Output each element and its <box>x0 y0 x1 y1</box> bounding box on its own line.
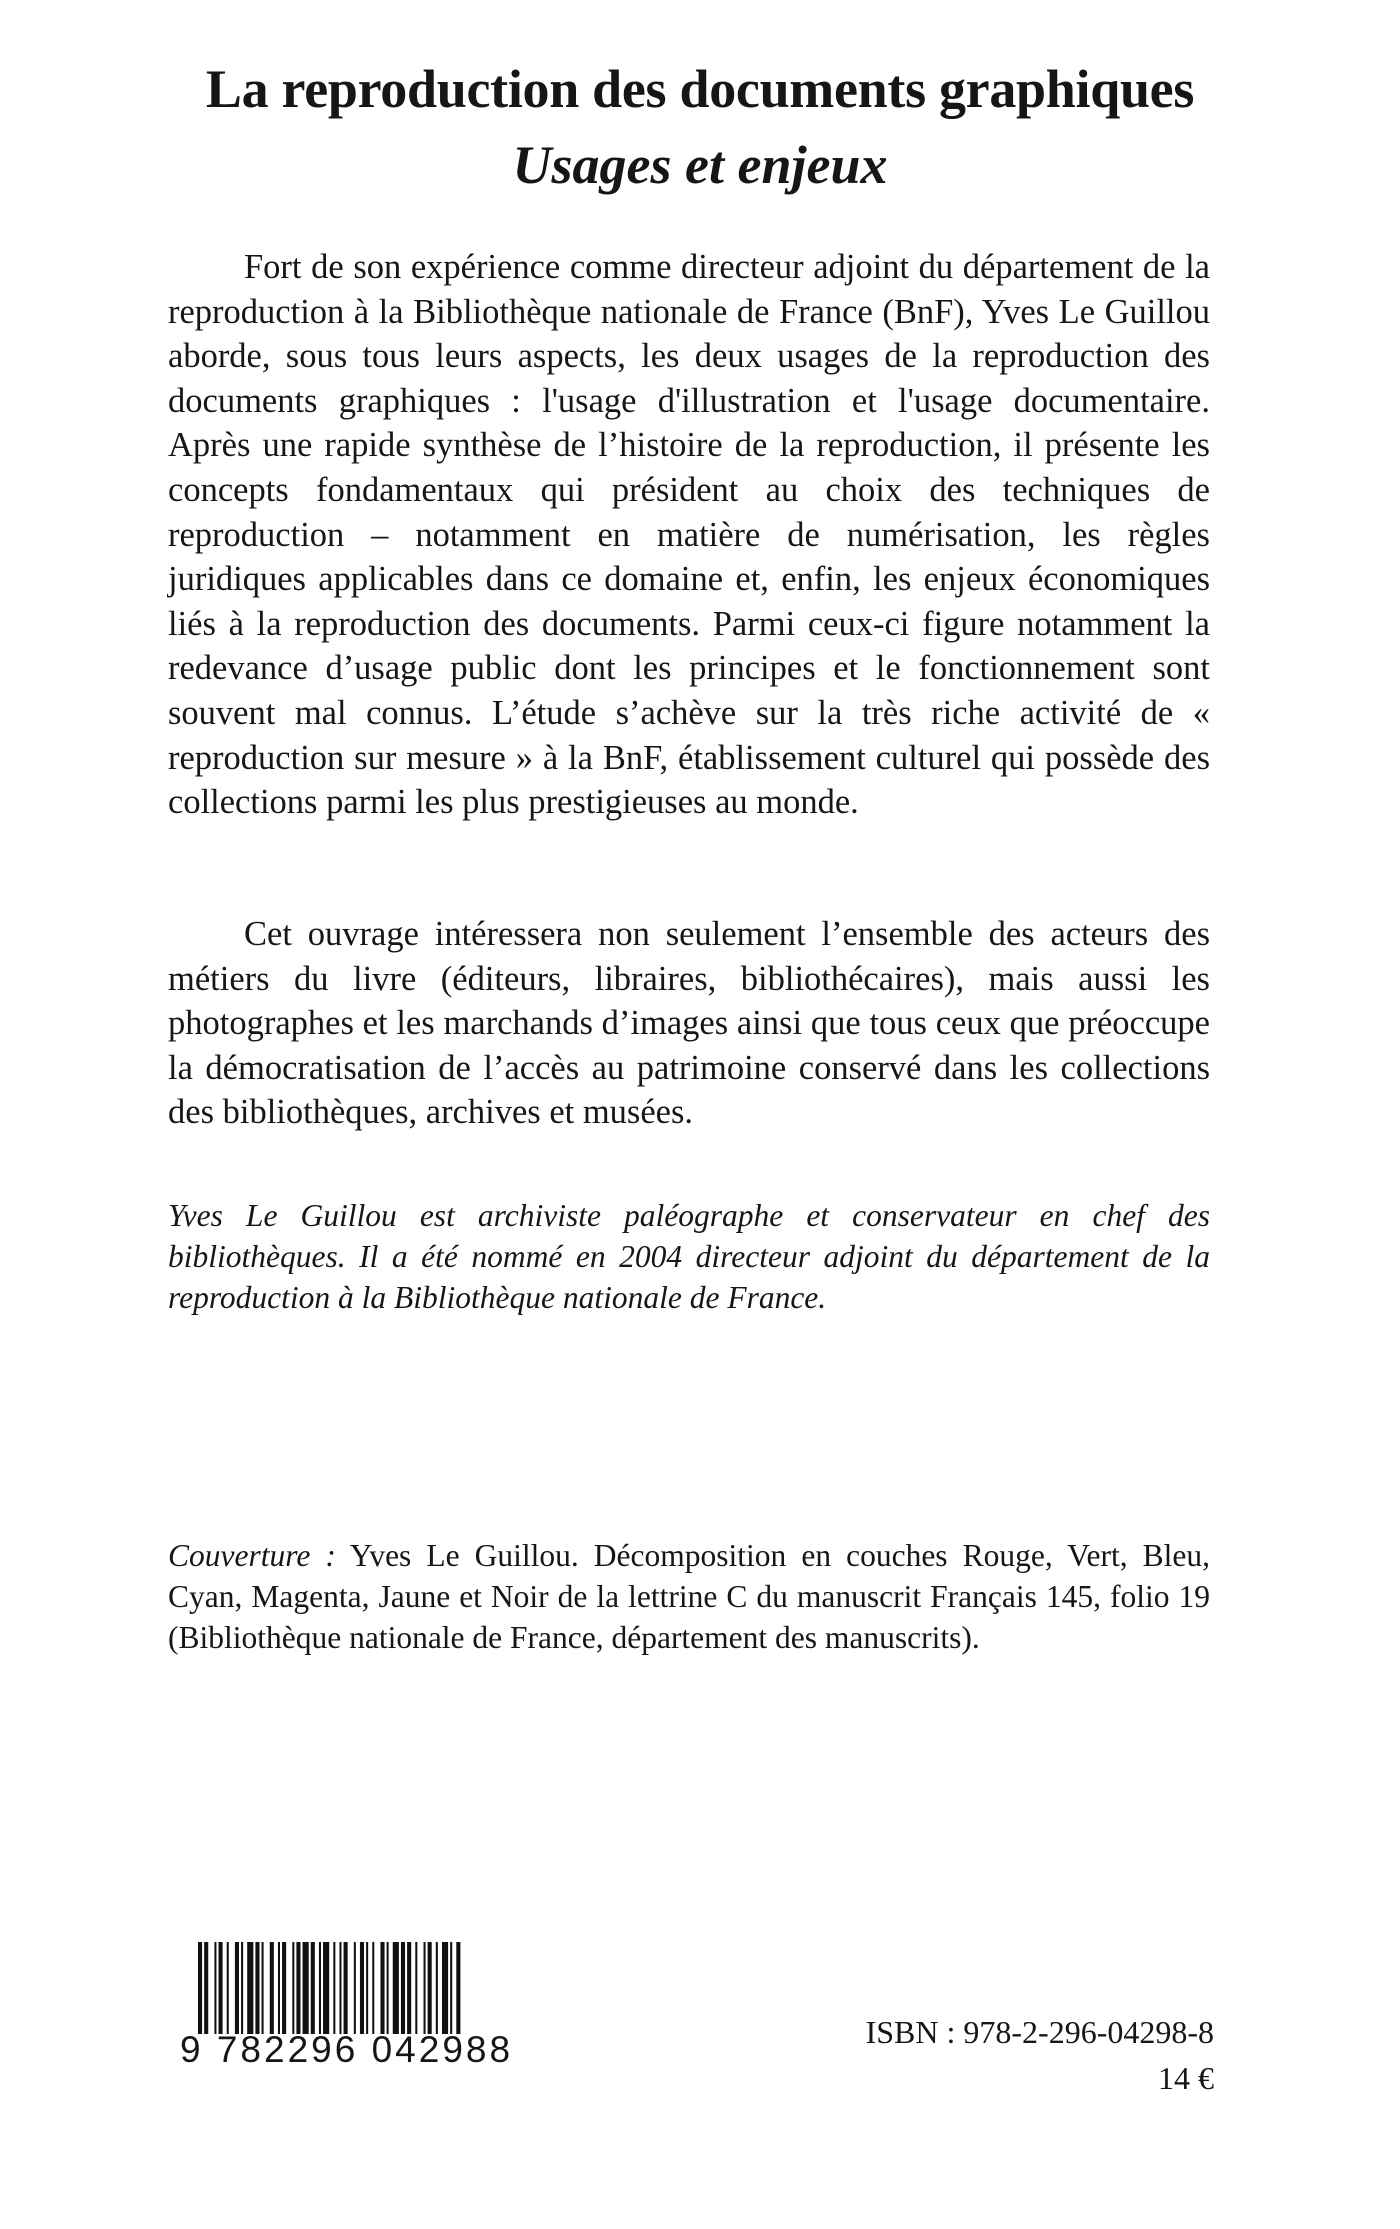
barcode-bar <box>262 1942 264 2034</box>
author-bio: Yves Le Guillou est archiviste paléographe et conservateur en chef des bibliothèques. Il a été nommé en 2004 directeur adjoint du département de la reproduction à la Bibliothèque nationale de France. <box>168 1198 1210 1315</box>
barcode-bar <box>292 1942 294 2034</box>
barcode-bar <box>354 1942 356 2034</box>
barcode-bar <box>235 1942 239 2034</box>
barcode-number: 9 782296 042988 <box>180 2029 514 2070</box>
blurb-paragraph-1: Fort de son expérience comme directeur adjoint du département de la reproduction à la Bibliothèque nationale de France (BnF), Yves Le Guillou aborde, sous tous leurs aspects, les deux usages de la reproduction des documents graphiques : l'usage d'illustration et l'usage documentaire. Après une rapide synthèse de l’histoire de la reproduction, il présente les concepts fondamentaux qui président au choix des techniques de reproduction – notamment en matière de numérisation, les règles juridiques applicables dans ce domaine et, enfin, les enjeux économiques liés à la reproduction des documents. Parmi ceux-ci figure notamment la redevance d’usage public dont les principes et le fonctionnement sont souvent mal connus. L’étude s’achève sur la très riche activité de « reproduction sur mesure » à la BnF, établissement culturel qui possède des collections parmi les plus prestigieuses au monde. <box>168 248 1210 822</box>
blurb-paragraph-2: Cet ouvrage intéressera non seulement l’ensemble des acteurs des métiers du livre (éditeurs, libraires, bibliothécaires), mais aussi les photographes et les marchands d’images ainsi que tous ceux que préoccupe la démocratisation de l’accès au patrimoine conservé dans les collections des bibliothèques, archives et musées. <box>168 915 1210 1132</box>
barcode-bar <box>204 1942 208 2034</box>
barcode-bar <box>339 1942 341 2034</box>
barcode-bar <box>255 1942 259 2034</box>
barcode-bar <box>344 1942 348 2034</box>
barcode-bar <box>296 1942 300 2034</box>
barcode-bar <box>436 1942 438 2034</box>
barcode-bar <box>387 1942 389 2034</box>
barcode-bar <box>401 1942 405 2034</box>
barcode-bar <box>319 1942 321 2034</box>
barcode-bar <box>393 1942 399 2034</box>
barcode-icon <box>198 1942 550 2034</box>
barcode-bar <box>270 1942 274 2034</box>
barcode-bar <box>214 1942 216 2034</box>
cover-credit-label: Couverture : <box>168 1538 336 1573</box>
cover-credit-text: Yves Le Guillou. Décomposition en couches Rouge, Vert, Bleu, Cyan, Magenta, Jaune et Noir de la lettrine C du manuscrit Français 145, folio 19 (Bibliothèque nationale de France, département des manuscrits). <box>168 1538 1210 1655</box>
barcode-bar <box>323 1942 329 2034</box>
barcode-bar <box>415 1942 417 2034</box>
barcode-bar <box>366 1942 368 2034</box>
barcode-bar <box>456 1942 460 2034</box>
barcode-bar <box>450 1942 452 2034</box>
isbn: ISBN : 978-2-296-04298-8 <box>865 2014 1214 2050</box>
barcode-bar <box>198 1942 202 2034</box>
barcode-bar <box>227 1942 229 2034</box>
barcode-bar <box>380 1942 384 2034</box>
barcode-bar <box>303 1942 309 2034</box>
barcode-bar <box>372 1942 374 2034</box>
barcode-bar <box>278 1942 280 2034</box>
barcode-bar <box>407 1942 411 2034</box>
barcode-bar <box>442 1942 448 2034</box>
barcode-bar <box>311 1942 315 2034</box>
barcode-bar <box>360 1942 364 2034</box>
book-title: La reproduction des documents graphiques <box>205 59 1195 119</box>
barcode-bar <box>219 1942 223 2034</box>
cover-credit <box>168 1535 1210 1658</box>
barcode-bar <box>247 1942 253 2034</box>
book-subtitle: Usages et enjeux <box>512 135 888 195</box>
barcode-bar <box>333 1942 335 2034</box>
barcode-bar <box>428 1942 432 2034</box>
barcode-bar <box>241 1942 243 2034</box>
barcode-bar <box>424 1942 426 2034</box>
price: 14 € <box>1158 2060 1214 2096</box>
barcode-bar <box>282 1942 286 2034</box>
